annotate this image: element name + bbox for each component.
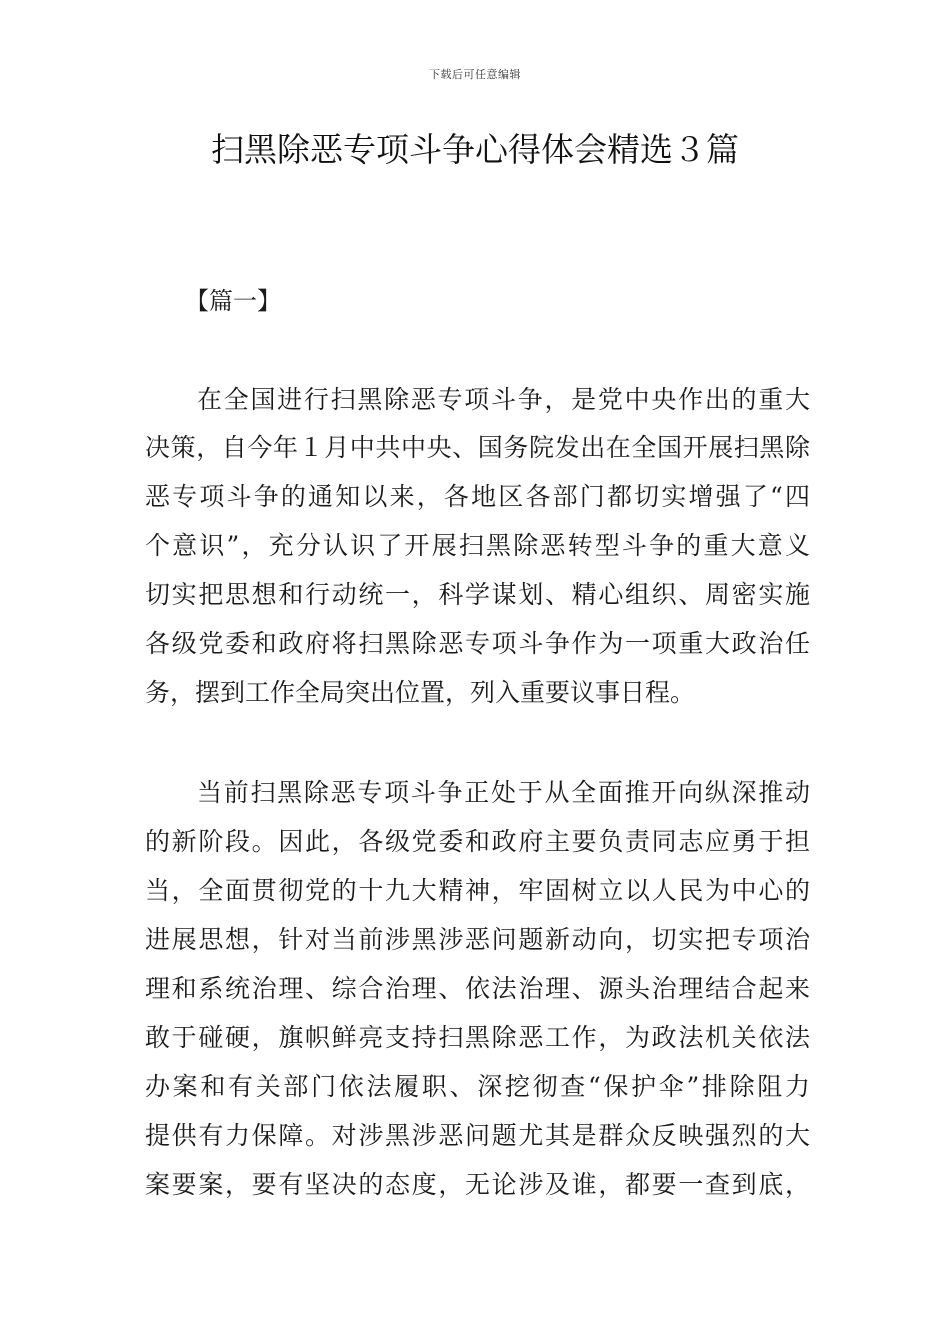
header-note: 下载后可任意编辑 (429, 68, 521, 81)
paragraph-2-line: 办案和有关部门依法履职、深挖彻查“保护伞”排除阻力 (145, 1072, 810, 1101)
paragraph-2-line: 提供有力保障。对涉黑涉恶问题尤其是群众反映强烈的大 (145, 1121, 810, 1150)
paragraph-1-line: 决策，自今年１月中共中央、国务院发出在全国开展扫黑除 (145, 433, 810, 462)
paragraph-2-line: 当前扫黑除恶专项斗争正处于从全面推开向纵深推动 (197, 778, 810, 807)
paragraph-1-line: 各级党委和政府将扫黑除恶专项斗争作为一项重大政治任 (145, 629, 810, 658)
paragraph-2-line: 理和系统治理、综合治理、依法治理、源头治理结合起来 (145, 974, 810, 1003)
paragraph-2-line: 进展思想，针对当前涉黑涉恶问题新动向，切实把专项治 (145, 925, 810, 954)
paragraph-2-line: 案要案，要有坚决的态度，无论涉及谁，都要一查到底， (145, 1170, 810, 1199)
document-title: 扫黑除恶专项斗争心得体会精选３篇 (211, 130, 739, 169)
paragraph-1-line: 恶专项斗争的通知以来，各地区各部门都切实增强了“四 (145, 482, 810, 511)
paragraph-2-line: 的新阶段。因此，各级党委和政府主要负责同志应勇于担 (145, 827, 810, 856)
paragraph-1-line: 切实把思想和行动统一，科学谋划、精心组织、周密实施 (145, 580, 810, 609)
paragraph-2-line: 当，全面贯彻党的十九大精神，牢固树立以人民为中心的 (145, 876, 810, 905)
section-heading: 【篇一】 (185, 287, 281, 315)
paragraph-2-line: 敢于碰硬，旗帜鲜亮支持扫黑除恶工作，为政法机关依法 (145, 1023, 810, 1052)
paragraph-1-line: 在全国进行扫黑除恶专项斗争，是党中央作出的重大 (197, 385, 810, 414)
paragraph-1-line: 个意识”，充分认识了开展扫黑除恶转型斗争的重大意义 (145, 531, 810, 560)
paragraph-1-line: 务，摆到工作全局突出位置，列入重要议事日程。 (145, 678, 696, 707)
